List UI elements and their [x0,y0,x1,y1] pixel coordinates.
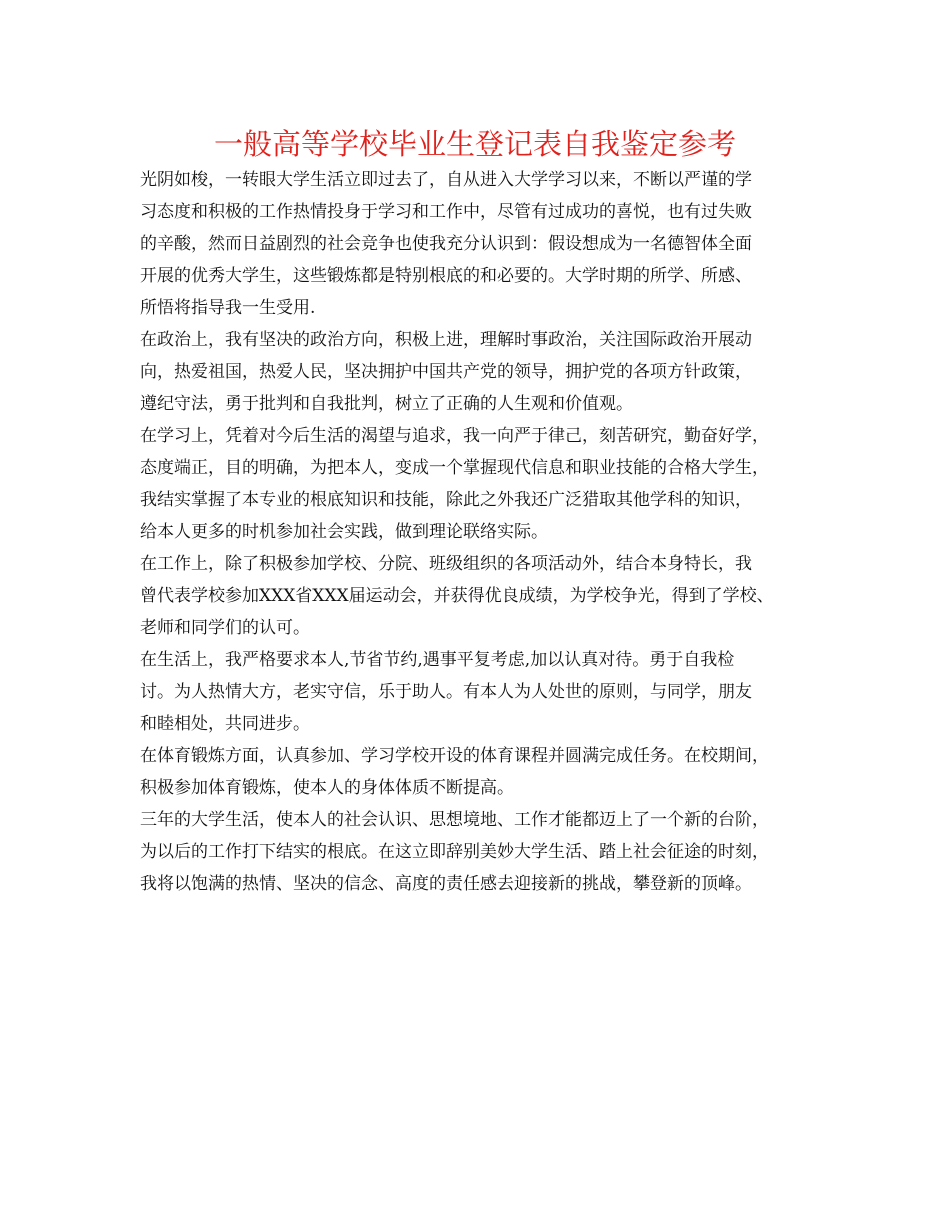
text-line: 向，热爱祖国，热爱人民，坚决拥护中国共产党的领导，拥护党的各项方针政策， [140,362,752,382]
text-line: 我结实掌握了本专业的根底知识和技能，除此之外我还广泛猎取其他学科的知识， [140,490,752,510]
text-line: 光阴如梭，一转眼大学生活立即过去了，自从进入大学学习以来，不断以严谨的学 [140,170,752,190]
text-line: 和睦相处，共同进步。 [140,714,310,734]
text-line: 习态度和积极的工作热情投身于学习和工作中，尽管有过成功的喜悦，也有过失败 [140,202,752,222]
text-line: 三年的大学生活，使本人的社会认识、思想境地、工作才能都迈上了一个新的台阶， [140,810,769,830]
paragraph-intro [140,164,830,324]
text-line: 在政治上，我有坚决的政治方向，积极上进，理解时事政治，关注国际政治开展动 [140,330,752,350]
text-line: 的辛酸，然而日益剧烈的社会竞争也使我充分认识到：假设想成为一名德智体全面 [140,234,752,254]
text-line: 我将以饱满的热情、坚决的信念、高度的责任感去迎接新的挑战，攀登新的顶峰。 [140,874,752,894]
text-line: 在体育锻炼方面，认真参加、学习学校开设的体育课程并圆满完成任务。在校期间， [140,746,769,766]
paragraph-study [140,420,830,548]
text-line: 在学习上，凭着对今后生活的渴望与追求，我一向严于律己，刻苦研究，勤奋好学， [140,426,769,446]
text-line: 在工作上，除了积极参加学校、分院、班级组织的各项活动外，结合本身特长，我 [140,554,752,574]
text-line: 曾代表学校参加XXX省XXX届运动会，并获得优良成绩，为学校争光，得到了学校、 [140,586,774,606]
paragraph-politics [140,324,830,420]
paragraph-sports [140,740,830,804]
text-line: 开展的优秀大学生，这些锻炼都是特别根底的和必要的。大学时期的所学、所感、 [140,266,752,286]
text-line: 为以后的工作打下结实的根底。在这立即辞别美妙大学生活、踏上社会征途的时刻， [140,842,769,862]
text-line: 讨。为人热情大方，老实守信，乐于助人。有本人为人处世的原则，与同学，朋友 [140,682,752,702]
text-line: 老师和同学们的认可。 [140,618,310,638]
text-line: 积极参加体育锻炼，使本人的身体体质不断提高。 [140,778,514,798]
text-line: 遵纪守法，勇于批判和自我批判，树立了正确的人生观和价值观。 [140,394,633,414]
text-line: 给本人更多的时机参加社会实践，做到理论联络实际。 [140,522,548,542]
text-line: 所悟将指导我一生受用. [140,298,316,318]
text-line: 态度端正，目的明确，为把本人，变成一个掌握现代信息和职业技能的合格大学生， [140,458,769,478]
paragraph-life [140,644,830,740]
paragraph-conclusion [140,804,830,900]
document-body [140,164,830,900]
paragraph-work [140,548,830,644]
document-title: 一般高等学校毕业生登记表自我鉴定参考 [213,127,736,161]
text-line: 在生活上，我严格要求本人,节省节约,遇事平复考虑,加以认真对待。勇于自我检 [140,650,735,670]
